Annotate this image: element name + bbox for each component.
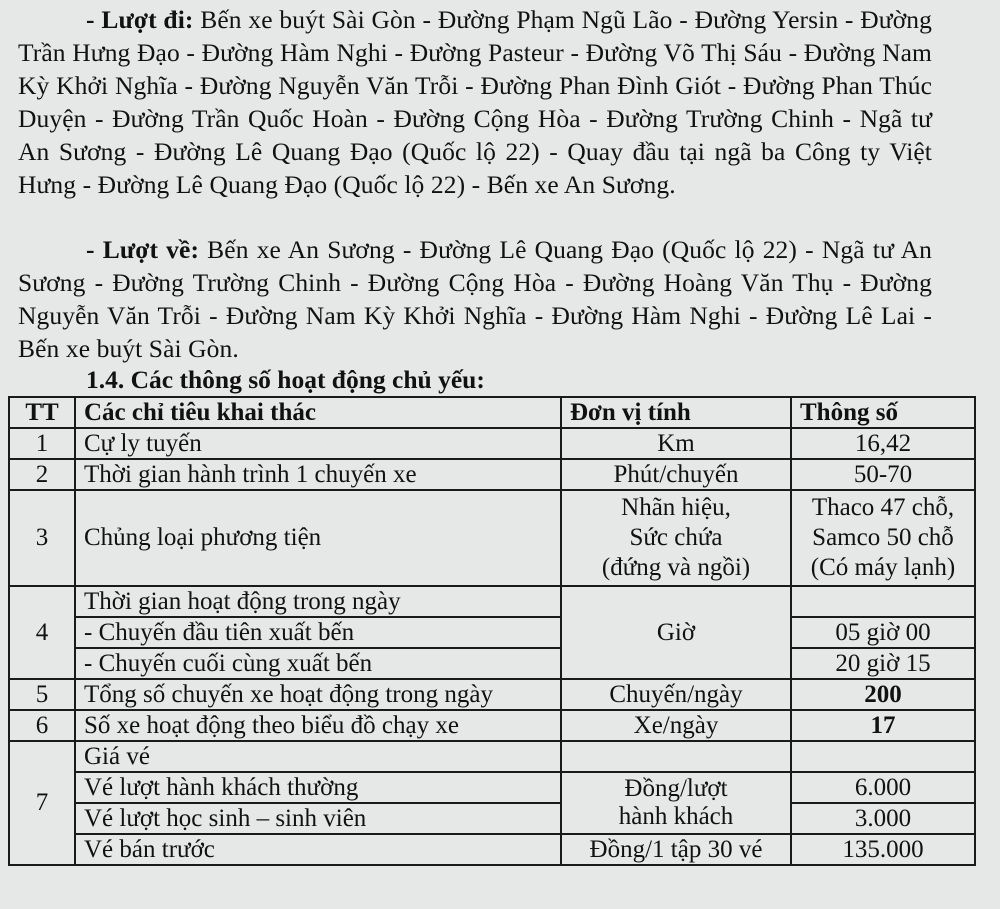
row-value: 50-70: [791, 459, 975, 490]
row-value: 135.000: [791, 834, 975, 865]
row-criteria: Thời gian hành trình 1 chuyến xe: [75, 459, 561, 490]
row-criteria: Vé lượt học sinh – sinh viên: [75, 803, 561, 834]
outbound-route-text: Bến xe buýt Sài Gòn - Đường Phạm Ngũ Lão - Đường Yersin - Đường Trần Hưng Đạo - Đường Hàm Nghi - Đường Pasteur - Đường Võ Thị Sáu - Đường Nam Kỳ Khởi Nghĩa - Đường Nguyễn Văn Trỗi - Đường Phan Đình Giót - Đường Phan Thúc Duyện - Đường Trần Quốc Hoàn - Đường Cộng Hòa - Đường Trường Chinh - Ngã tư An Sương - Đường Lê Quang Đạo (Quốc lộ 22) - Quay đầu tại ngã ba Công ty Việt Hưng - Đường Lê Quang Đạo (Quốc lộ 22) - Bến xe An Sương.: [18, 5, 932, 199]
header-value: Thông số: [791, 397, 975, 428]
row-unit: Chuyến/ngày: [561, 679, 791, 710]
row-value: 200: [791, 679, 975, 710]
row-criteria: Cự ly tuyến: [75, 428, 561, 459]
row-value: 05 giờ 00: [791, 617, 975, 648]
row-number: 1: [9, 428, 75, 459]
row-criteria: - Chuyến đầu tiên xuất bến: [75, 617, 561, 648]
outbound-label: - Lượt đi:: [86, 5, 194, 34]
return-route-text: Bến xe An Sương - Đường Lê Quang Đạo (Quốc lộ 22) - Ngã tư An Sương - Đường Trường Chinh - Đường Cộng Hòa - Đường Hoàng Văn Thụ - Đường Nguyễn Văn Trỗi - Đường Nam Kỳ Khởi Nghĩa - Đường Hàm Nghi - Đường Lê Lai - Bến xe buýt Sài Gòn.: [18, 235, 932, 363]
unit-line: (đứng và ngồi): [601, 554, 751, 581]
unit-line: Nhãn hiệu,: [621, 494, 731, 521]
table-row: [9, 741, 975, 772]
operating-parameters-table: [8, 396, 976, 866]
value-line: (Có máy lạnh): [810, 554, 956, 581]
outbound-route-paragraph: [18, 3, 932, 201]
value-line: Thaco 47 chỗ,: [811, 494, 955, 521]
row-value: [791, 586, 975, 617]
row-value: 20 giờ 15: [791, 648, 975, 679]
row-number: 2: [9, 459, 75, 490]
table-row: [9, 428, 975, 459]
row-unit: Giờ: [561, 586, 791, 679]
row-criteria: Số xe hoạt động theo biểu đồ chạy xe: [75, 710, 561, 741]
row-criteria: Chủng loại phương tiện: [75, 490, 561, 586]
table-subrow: [9, 834, 975, 865]
header-criteria: Các chỉ tiêu khai thác: [75, 397, 561, 428]
row-unit: Phút/chuyến: [561, 459, 791, 490]
row-criteria: - Chuyến cuối cùng xuất bến: [75, 648, 561, 679]
section-heading: 1.4. Các thông số hoạt động chủ yếu:: [86, 365, 485, 394]
row-criteria: Vé bán trước: [75, 834, 561, 865]
return-label: - Lượt về:: [86, 235, 200, 264]
table-subrow: [9, 648, 975, 679]
row-value: 16,42: [791, 428, 975, 459]
table-row: [9, 710, 975, 741]
row-value: 3.000: [791, 803, 975, 834]
return-route-paragraph: [18, 233, 932, 365]
unit-line: Sức chứa: [629, 524, 723, 551]
row-value: 6.000: [791, 772, 975, 803]
row-number: 5: [9, 679, 75, 710]
row-number: 3: [9, 490, 75, 586]
table-header-row: [9, 397, 975, 428]
row-unit: [561, 490, 791, 586]
row-number: 7: [9, 741, 75, 865]
header-tt: TT: [9, 397, 75, 428]
row-value: 17: [791, 710, 975, 741]
table-row: [9, 490, 975, 586]
row-criteria: Thời gian hoạt động trong ngày: [75, 586, 561, 617]
row-unit: [561, 772, 791, 834]
table-row: [9, 459, 975, 490]
value-line: Samco 50 chỗ: [812, 524, 954, 551]
table-row: [9, 679, 975, 710]
row-unit: [561, 741, 791, 772]
row-criteria: Tổng số chuyến xe hoạt động trong ngày: [75, 679, 561, 710]
unit-line: hành khách: [618, 803, 734, 830]
row-criteria: Vé lượt hành khách thường: [75, 772, 561, 803]
unit-line: Đồng/lượt: [624, 775, 728, 802]
row-value: [791, 741, 975, 772]
row-unit: Km: [561, 428, 791, 459]
row-criteria: Giá vé: [75, 741, 561, 772]
row-value: [791, 490, 975, 586]
header-unit: Đơn vị tính: [561, 397, 791, 428]
row-number: 4: [9, 586, 75, 679]
row-unit: Đồng/1 tập 30 vé: [561, 834, 791, 865]
table-subrow: [9, 617, 975, 648]
row-unit: Xe/ngày: [561, 710, 791, 741]
table-subrow: [9, 803, 975, 834]
table-subrow: [9, 772, 975, 803]
table-row: [9, 586, 975, 617]
row-number: 6: [9, 710, 75, 741]
